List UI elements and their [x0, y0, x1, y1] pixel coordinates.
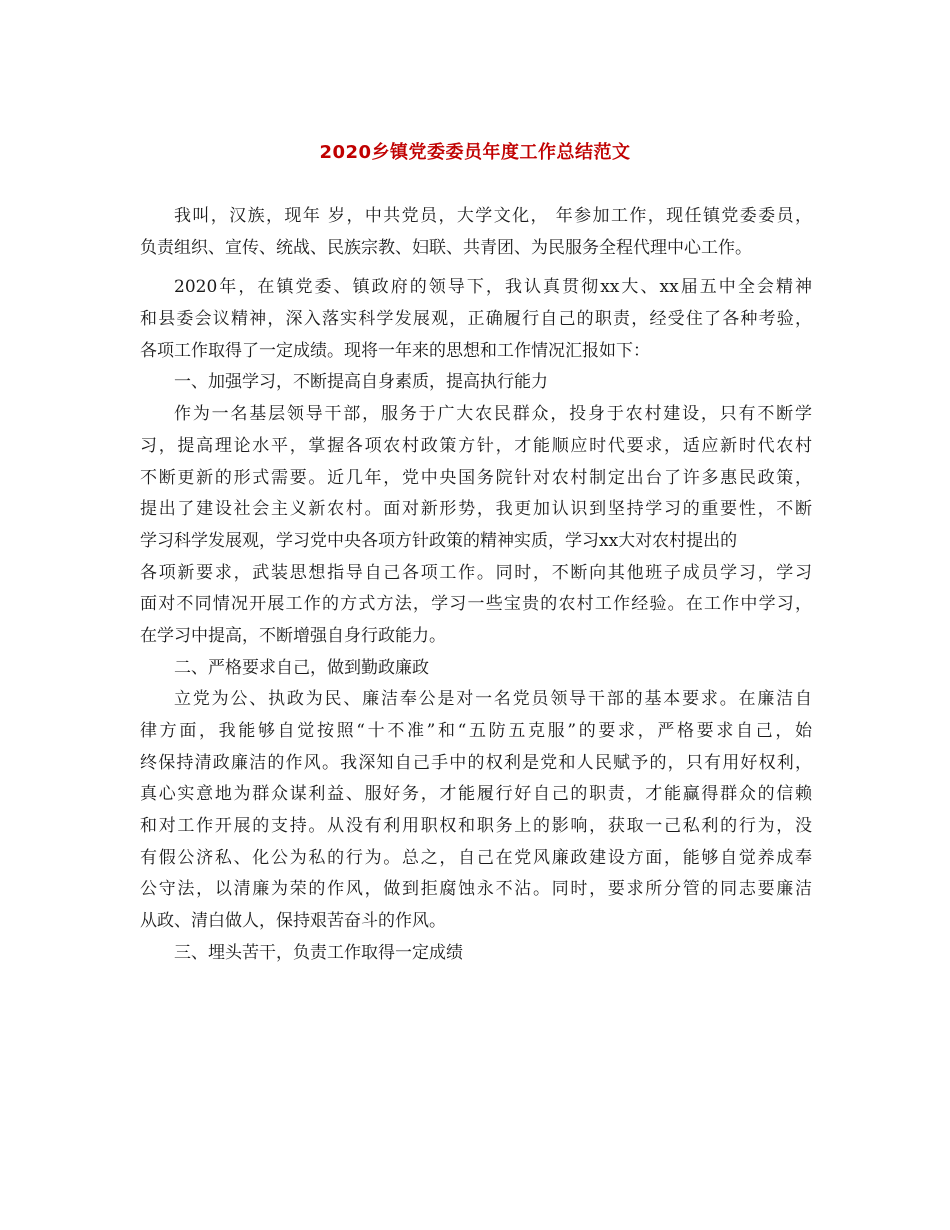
paragraph-line: 作为一名基层领导干部，服务于广大农民群众，投身于农村建设，只有不断学	[174, 404, 812, 425]
paragraph-line: 我叫，汉族，现年 岁，中共党员，大学文化， 年参加工作，现任镇党委委员，	[174, 206, 812, 226]
paragraph-line: 各项新要求，武装思想指导自己各项工作。同时，不断向其他班子成员学习，学习	[140, 562, 812, 583]
paragraph-line: 各项工作取得了一定成绩。现将一年来的思想和工作情况汇报如下：	[140, 340, 650, 361]
paragraph-line: 学习科学发展观，学习党中央各项方针政策的精神实质，学习xx大对农村提出的	[140, 530, 738, 551]
paragraph-line: 公守法，以清廉为荣的作风，做到拒腐蚀永不沾。同时，要求所分管的同志要廉洁	[140, 879, 812, 900]
paragraph-line: 习，提高理论水平，掌握各项农村政策方针，才能顺应时代要求，适应新时代农村	[140, 435, 812, 456]
document-body	[140, 201, 812, 970]
section-heading: 三、埋头苦干，负责工作取得一定成绩	[174, 942, 463, 963]
paragraph-line: 律方面，我能够自觉按照“十不准”和“五防五克服”的要求，严格要求自己，始	[140, 721, 812, 741]
paragraph-line: 立党为公、执政为民、廉洁奉公是对一名党员领导干部的基本要求。在廉洁自	[174, 689, 812, 710]
paragraph-line: 和县委会议精神，深入落实科学发展观，正确履行自己的职责，经受住了各种考验，	[140, 309, 812, 330]
paragraph-line: 在学习中提高，不断增强自身行政能力。	[140, 625, 446, 646]
paragraph-line: 2020年，在镇党委、镇政府的领导下，我认真贯彻xx大、xx届五中全会精神	[174, 277, 812, 298]
paragraph-line: 从政、清白做人，保持艰苦奋斗的作风。	[140, 911, 446, 932]
paragraph-line: 真心实意地为群众谋利益、服好务，才能履行好自己的职责，才能赢得群众的信赖	[140, 784, 812, 805]
paragraph-line: 面对不同情况开展工作的方式方法，学习一些宝贵的农村工作经验。在工作中学习，	[140, 594, 812, 615]
paragraph-line: 不断更新的形式需要。近几年，党中央国务院针对农村制定出台了许多惠民政策，	[140, 467, 812, 488]
paragraph-line: 有假公济私、化公为私的行为。总之，自己在党风廉政建设方面，能够自觉养成奉	[140, 847, 812, 868]
document-title: 2020乡镇党委委员年度工作总结范文	[319, 142, 631, 163]
paragraph-line: 终保持清政廉洁的作风。我深知自己手中的权利是党和人民赋予的，只有用好权利，	[140, 752, 812, 773]
paragraph-line: 负责组织、宣传、统战、民族宗教、妇联、共青团、为民服务全程代理中心工作。	[140, 237, 752, 258]
section-heading: 二、严格要求自己，做到勤政廉政	[174, 657, 429, 678]
paragraph-line: 提出了建设社会主义新农村。面对新形势，我更加认识到坚持学习的重要性，不断	[140, 499, 812, 520]
section-heading: 一、加强学习，不断提高自身素质，提高执行能力	[174, 372, 548, 393]
paragraph-line: 和对工作开展的支持。从没有利用职权和职务上的影响，获取一己私利的行为，没	[140, 816, 812, 837]
